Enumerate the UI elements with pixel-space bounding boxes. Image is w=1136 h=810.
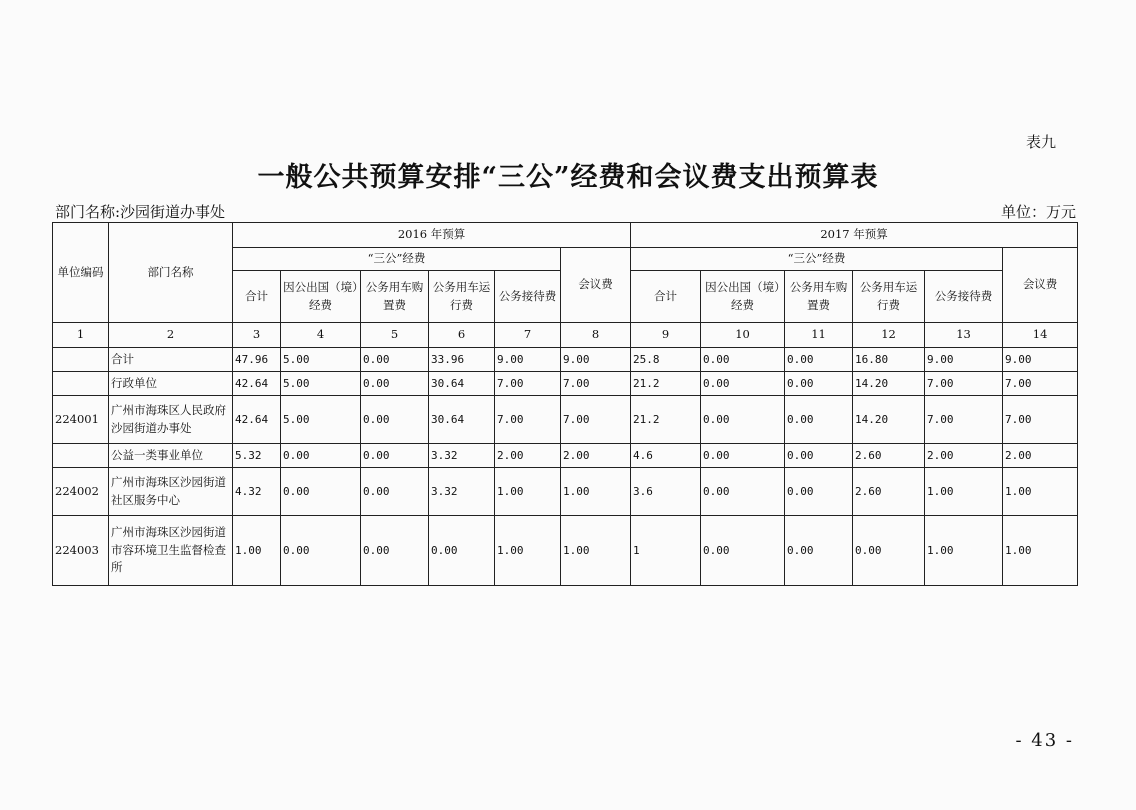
column-index: 5 [361, 323, 429, 348]
header-sangong-2016: “三公”经费 [233, 248, 561, 271]
column-index: 11 [785, 323, 853, 348]
page-number: - 43 - [1015, 730, 1074, 751]
unit-code-cell [53, 444, 109, 468]
value-cell: 0.00 [785, 516, 853, 586]
value-cell: 21.2 [631, 372, 701, 396]
header-abroad-2017: 因公出国（境）经费 [701, 271, 785, 323]
value-cell: 9.00 [1003, 348, 1078, 372]
value-cell: 0.00 [785, 444, 853, 468]
value-cell: 5.00 [281, 372, 361, 396]
header-dept-name: 部门名称 [109, 223, 233, 323]
column-index: 4 [281, 323, 361, 348]
unit-label: 单位：万元 [1000, 203, 1076, 221]
value-cell: 0.00 [701, 372, 785, 396]
column-index: 1 [53, 323, 109, 348]
dept-name-cell: 广州市海珠区沙园街道社区服务中心 [109, 468, 233, 516]
header-meeting-2016: 会议费 [561, 248, 631, 323]
header-abroad-2016: 因公出国（境）经费 [281, 271, 361, 323]
value-cell: 0.00 [701, 468, 785, 516]
value-cell: 7.00 [495, 372, 561, 396]
unit-code-cell: 224003 [53, 516, 109, 586]
value-cell: 30.64 [429, 396, 495, 444]
value-cell: 0.00 [701, 444, 785, 468]
table-row [53, 348, 1078, 372]
dept-name-cell: 行政单位 [109, 372, 233, 396]
value-cell: 3.32 [429, 468, 495, 516]
value-cell: 0.00 [361, 444, 429, 468]
header-meeting-2017: 会议费 [1003, 248, 1078, 323]
budget-table [52, 222, 1078, 586]
value-cell: 0.00 [701, 516, 785, 586]
unit-code-cell [53, 348, 109, 372]
value-cell: 5.32 [233, 444, 281, 468]
dept-name-cell: 广州市海珠区人民政府沙园街道办事处 [109, 396, 233, 444]
value-cell: 7.00 [495, 396, 561, 444]
value-cell: 42.64 [233, 396, 281, 444]
value-cell: 2.00 [561, 444, 631, 468]
value-cell: 30.64 [429, 372, 495, 396]
dept-name-cell: 合计 [109, 348, 233, 372]
value-cell: 7.00 [561, 372, 631, 396]
dept-name-cell: 公益一类事业单位 [109, 444, 233, 468]
table-row [53, 516, 1078, 586]
value-cell: 2.00 [925, 444, 1003, 468]
value-cell: 1.00 [561, 468, 631, 516]
value-cell: 1.00 [495, 468, 561, 516]
value-cell: 4.6 [631, 444, 701, 468]
value-cell: 9.00 [561, 348, 631, 372]
value-cell: 0.00 [785, 348, 853, 372]
value-cell: 9.00 [925, 348, 1003, 372]
value-cell: 14.20 [853, 396, 925, 444]
value-cell: 1.00 [925, 468, 1003, 516]
column-index: 8 [561, 323, 631, 348]
value-cell: 0.00 [785, 372, 853, 396]
value-cell: 9.00 [495, 348, 561, 372]
value-cell: 0.00 [361, 468, 429, 516]
value-cell: 0.00 [361, 372, 429, 396]
value-cell: 2.00 [495, 444, 561, 468]
value-cell: 0.00 [281, 468, 361, 516]
value-cell: 0.00 [429, 516, 495, 586]
value-cell: 2.60 [853, 444, 925, 468]
value-cell: 1.00 [561, 516, 631, 586]
value-cell: 1.00 [495, 516, 561, 586]
header-year-2017: 2017 年预算 [631, 223, 1078, 248]
value-cell: 1 [631, 516, 701, 586]
value-cell: 7.00 [561, 396, 631, 444]
column-index: 2 [109, 323, 233, 348]
value-cell: 0.00 [361, 348, 429, 372]
unit-code-cell: 224002 [53, 468, 109, 516]
table-number-label: 表九 [1025, 133, 1056, 151]
value-cell: 21.2 [631, 396, 701, 444]
header-year-2016: 2016 年预算 [233, 223, 631, 248]
column-index: 6 [429, 323, 495, 348]
unit-code-cell: 224001 [53, 396, 109, 444]
value-cell: 1.00 [1003, 468, 1078, 516]
value-cell: 0.00 [853, 516, 925, 586]
header-reception-2016: 公务接待费 [495, 271, 561, 323]
department-name: 部门名称:沙园街道办事处 [55, 203, 226, 221]
table-row [53, 372, 1078, 396]
value-cell: 7.00 [1003, 396, 1078, 444]
page-title: 一般公共预算安排“三公”经费和会议费支出预算表 [257, 162, 879, 193]
column-index: 12 [853, 323, 925, 348]
value-cell: 1.00 [233, 516, 281, 586]
header-total-2016: 合计 [233, 271, 281, 323]
value-cell: 3.32 [429, 444, 495, 468]
column-index: 9 [631, 323, 701, 348]
header-unit-code: 单位编码 [53, 223, 109, 323]
value-cell: 1.00 [1003, 516, 1078, 586]
value-cell: 4.32 [233, 468, 281, 516]
table-row [53, 444, 1078, 468]
value-cell: 3.6 [631, 468, 701, 516]
value-cell: 0.00 [701, 348, 785, 372]
column-index: 14 [1003, 323, 1078, 348]
value-cell: 0.00 [281, 444, 361, 468]
value-cell: 14.20 [853, 372, 925, 396]
column-index: 7 [495, 323, 561, 348]
value-cell: 2.60 [853, 468, 925, 516]
value-cell: 0.00 [785, 468, 853, 516]
value-cell: 7.00 [925, 372, 1003, 396]
header-car-operation-2017: 公务用车运行费 [853, 271, 925, 323]
value-cell: 0.00 [281, 516, 361, 586]
value-cell: 0.00 [361, 396, 429, 444]
header-total-2017: 合计 [631, 271, 701, 323]
unit-code-cell [53, 372, 109, 396]
value-cell: 1.00 [925, 516, 1003, 586]
header-car-purchase-2016: 公务用车购置费 [361, 271, 429, 323]
column-index-row [53, 323, 1078, 348]
value-cell: 7.00 [1003, 372, 1078, 396]
table-row [53, 396, 1078, 444]
value-cell: 5.00 [281, 348, 361, 372]
column-index: 10 [701, 323, 785, 348]
header-reception-2017: 公务接待费 [925, 271, 1003, 323]
value-cell: 33.96 [429, 348, 495, 372]
column-index: 13 [925, 323, 1003, 348]
value-cell: 5.00 [281, 396, 361, 444]
column-index: 3 [233, 323, 281, 348]
value-cell: 2.00 [1003, 444, 1078, 468]
value-cell: 0.00 [701, 396, 785, 444]
table-row [53, 468, 1078, 516]
value-cell: 42.64 [233, 372, 281, 396]
dept-name-cell: 广州市海珠区沙园街道市容环境卫生监督检查所 [109, 516, 233, 586]
value-cell: 16.80 [853, 348, 925, 372]
header-sangong-2017: “三公”经费 [631, 248, 1003, 271]
value-cell: 0.00 [785, 396, 853, 444]
header-car-operation-2016: 公务用车运行费 [429, 271, 495, 323]
value-cell: 47.96 [233, 348, 281, 372]
value-cell: 25.8 [631, 348, 701, 372]
header-car-purchase-2017: 公务用车购置费 [785, 271, 853, 323]
value-cell: 7.00 [925, 396, 1003, 444]
value-cell: 0.00 [361, 516, 429, 586]
